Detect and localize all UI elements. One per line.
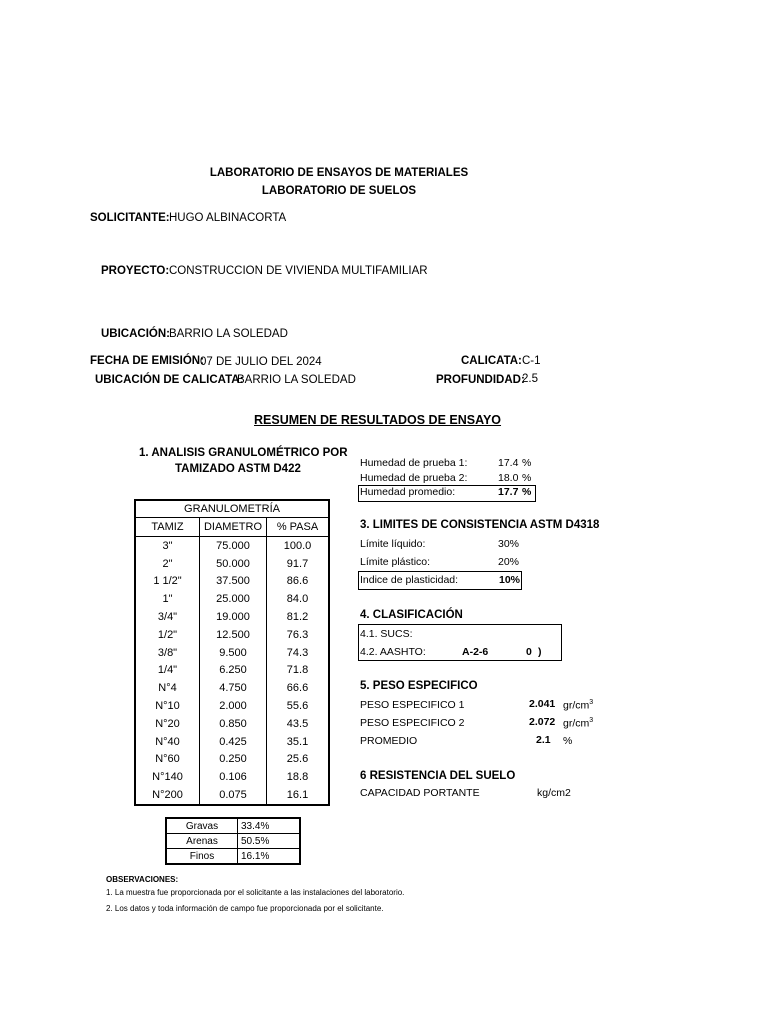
- sucs-label: 4.1. SUCS:: [360, 628, 413, 640]
- granulometry-subtitle: TAMIZADO ASTM D422: [175, 463, 301, 475]
- diametro-cell: 50.000: [200, 555, 267, 573]
- fraction-row: [166, 834, 300, 849]
- lab-subtitle: LABORATORIO DE SUELOS: [261, 185, 417, 197]
- tamiz-cell: 1/4": [135, 662, 200, 680]
- tamiz-cell: 1 1/2": [135, 573, 200, 591]
- diametro-cell: 37.500: [200, 573, 267, 591]
- pasa-cell: 81.2: [286, 611, 309, 624]
- tamiz-cell: N°60: [135, 751, 200, 769]
- pasa-cell: 71.8: [286, 664, 309, 677]
- tamiz-cell: N°140: [135, 768, 200, 786]
- diametro-cell: 4.750: [200, 679, 267, 697]
- proyecto-value: CONSTRUCCION DE VIVIENDA MULTIFAMILIAR: [169, 265, 428, 277]
- pasa-cell: 25.6: [286, 753, 309, 766]
- diametro-cell: 0.106: [200, 768, 267, 786]
- indice-plasticidad-value: 10%: [499, 574, 521, 586]
- diametro-cell: 25.000: [200, 590, 267, 608]
- limite-liquido-value: 30%: [498, 538, 520, 550]
- table-row: [135, 537, 329, 555]
- peso-especifico-2-unit: $gr/cm^3$: [563, 717, 594, 730]
- observation-item-1: 1. La muestra fue proporcionada por el solicitante a las instalaciones del laboratorio.: [106, 888, 405, 897]
- table-row: [135, 697, 329, 715]
- diametro-cell: 12.500: [200, 626, 267, 644]
- humedad-promedio-value: 17.7: [498, 486, 519, 498]
- pasa-cell: 84.0: [286, 593, 309, 606]
- limits-title: 3. LIMITES DE CONSISTENCIA ASTM D4318: [360, 519, 600, 531]
- pasa-cell: 55.6: [286, 700, 309, 713]
- table-row: [135, 662, 329, 680]
- diametro-cell: 9.500: [200, 644, 267, 662]
- pasa-cell: 76.3: [286, 628, 309, 641]
- proyecto-label: PROYECTO:: [101, 265, 170, 277]
- pasa-cell: 18.8: [286, 771, 309, 784]
- fraction-value: 33.4%: [238, 818, 301, 834]
- tamiz-cell: N°10: [135, 697, 200, 715]
- peso-especifico-title: 5. PESO ESPECIFICO: [360, 680, 478, 692]
- limite-plastico-value: 20%: [498, 556, 520, 568]
- profundidad-value: 2.5: [522, 373, 538, 385]
- table-row: [135, 786, 329, 805]
- diametro-cell: 0.250: [200, 751, 267, 769]
- fraction-row: [166, 818, 300, 834]
- ubic-calicata-label: UBICACIÓN DE CALICATA:: [95, 374, 244, 386]
- fraction-name: Finos: [166, 849, 238, 865]
- table-row: [135, 751, 329, 769]
- table-row: [135, 768, 329, 786]
- aashto-label: 4.2. AASHTO:: [360, 646, 426, 658]
- table-row: [135, 573, 329, 591]
- table-row: [135, 644, 329, 662]
- column-header-tamiz: TAMIZ: [135, 518, 200, 537]
- table-row: [135, 555, 329, 573]
- limite-liquido-label: Límite líquido:: [360, 538, 426, 550]
- humedad-promedio-label: Humedad promedio:: [360, 486, 456, 498]
- aashto-index: 0: [526, 646, 532, 658]
- tamiz-cell: 3/4": [135, 608, 200, 626]
- ubicacion-value: BARRIO LA SOLEDAD: [169, 328, 288, 340]
- table-row: [135, 733, 329, 751]
- tamiz-cell: 2": [135, 555, 200, 573]
- diametro-cell: 0.075: [200, 786, 267, 805]
- humedad-2-label: Humedad de prueba 2:: [360, 472, 468, 484]
- ubic-calicata-value: BARRIO LA SOLEDAD: [237, 374, 356, 386]
- table-row: [135, 590, 329, 608]
- summary-title: RESUMEN DE RESULTADOS DE ENSAYO: [254, 413, 502, 427]
- resistencia-title: 6 RESISTENCIA DEL SUELO: [360, 770, 516, 782]
- pasa-cell: 43.5: [286, 717, 309, 730]
- solicitante-value: HUGO ALBINACORTA: [169, 212, 287, 224]
- diametro-cell: 2.000: [200, 697, 267, 715]
- humedad-1-label: Humedad de prueba 1:: [360, 457, 468, 469]
- table-row: [135, 626, 329, 644]
- profundidad-label: PROFUNDIDAD:: [436, 374, 525, 386]
- peso-especifico-1-unit: $gr/cm^3$: [563, 699, 594, 712]
- indice-plasticidad-label: Indice de plasticidad:: [360, 574, 459, 586]
- humedad-1-unit: %: [522, 457, 532, 469]
- pasa-cell: 74.3: [286, 646, 309, 659]
- tamiz-cell: N°40: [135, 733, 200, 751]
- ubicacion-label: UBICACIÓN:: [101, 328, 170, 340]
- peso-especifico-1-value: 2.041: [529, 698, 556, 710]
- capacidad-portante-unit: kg/cm2: [537, 787, 571, 799]
- humedad-1-value: 17.4: [498, 457, 519, 469]
- diametro-cell: 0.850: [200, 715, 267, 733]
- solicitante-label: SOLICITANTE:: [90, 212, 170, 224]
- observation-item-2: 2. Los datos y toda información de campo fue proporcionada por el solicitante.: [106, 904, 384, 913]
- pasa-cell: 35.1: [286, 735, 309, 748]
- pasa-cell: 86.6: [286, 575, 309, 588]
- humedad-2-unit: %: [522, 472, 532, 484]
- fecha-label: FECHA DE EMISIÓN:: [90, 355, 204, 367]
- calicata-label: CALICATA:: [461, 355, 522, 367]
- fraction-value: 50.5%: [238, 834, 301, 849]
- classification-title: 4. CLASIFICACIÓN: [360, 609, 463, 621]
- pasa-cell: 66.6: [286, 682, 309, 695]
- table-row: [135, 679, 329, 697]
- fecha-value: 07 DE JULIO DEL 2024: [200, 356, 322, 368]
- observations-title: OBSERVACIONES:: [106, 875, 179, 884]
- pasa-cell: 91.7: [286, 557, 309, 570]
- aashto-value: A-2-6: [462, 646, 489, 658]
- humedad-promedio-unit: %: [522, 486, 532, 498]
- tamiz-cell: 3/8": [135, 644, 200, 662]
- diametro-cell: 19.000: [200, 608, 267, 626]
- column-header-diametro: DIAMETRO: [200, 518, 267, 537]
- diametro-cell: 75.000: [200, 537, 267, 555]
- humedad-2-value: 18.0: [498, 472, 519, 484]
- peso-promedio-label: PROMEDIO: [360, 735, 418, 747]
- table-row: [135, 715, 329, 733]
- tamiz-cell: 1/2": [135, 626, 200, 644]
- granulometry-table: [134, 499, 330, 806]
- peso-especifico-2-label: PESO ESPECIFICO 2: [360, 717, 465, 729]
- peso-especifico-1-label: PESO ESPECIFICO 1: [360, 699, 465, 711]
- fraction-name: Gravas: [166, 818, 238, 834]
- fraction-value: 16.1%: [238, 849, 301, 865]
- diametro-cell: 0.425: [200, 733, 267, 751]
- diametro-cell: 6.250: [200, 662, 267, 680]
- granulometry-table-title: GRANULOMETRÍA: [135, 500, 329, 518]
- table-row: [135, 608, 329, 626]
- fraction-row: [166, 849, 300, 865]
- tamiz-cell: N°20: [135, 715, 200, 733]
- peso-especifico-2-value: 2.072: [529, 716, 556, 728]
- capacidad-portante-label: CAPACIDAD PORTANTE: [360, 787, 480, 799]
- lab-title: LABORATORIO DE ENSAYOS DE MATERIALES: [209, 167, 469, 179]
- granulometry-title: 1. ANALISIS GRANULOMÉTRICO POR: [139, 447, 348, 459]
- column-header-pasa: % PASA: [267, 518, 330, 537]
- pasa-cell: 100.0: [283, 539, 312, 552]
- peso-promedio-unit: %: [563, 735, 573, 747]
- tamiz-cell: 3": [135, 537, 200, 555]
- peso-promedio-value: 2.1: [536, 734, 551, 746]
- fraction-name: Arenas: [166, 834, 238, 849]
- limite-plastico-label: Límite plástico:: [360, 556, 431, 568]
- calicata-value: C-1: [522, 355, 541, 367]
- fractions-table: [165, 817, 301, 865]
- tamiz-cell: N°200: [135, 786, 200, 805]
- tamiz-cell: N°4: [135, 679, 200, 697]
- aashto-paren: ): [538, 646, 542, 658]
- tamiz-cell: 1": [135, 590, 200, 608]
- pasa-cell: 16.1: [286, 789, 309, 802]
